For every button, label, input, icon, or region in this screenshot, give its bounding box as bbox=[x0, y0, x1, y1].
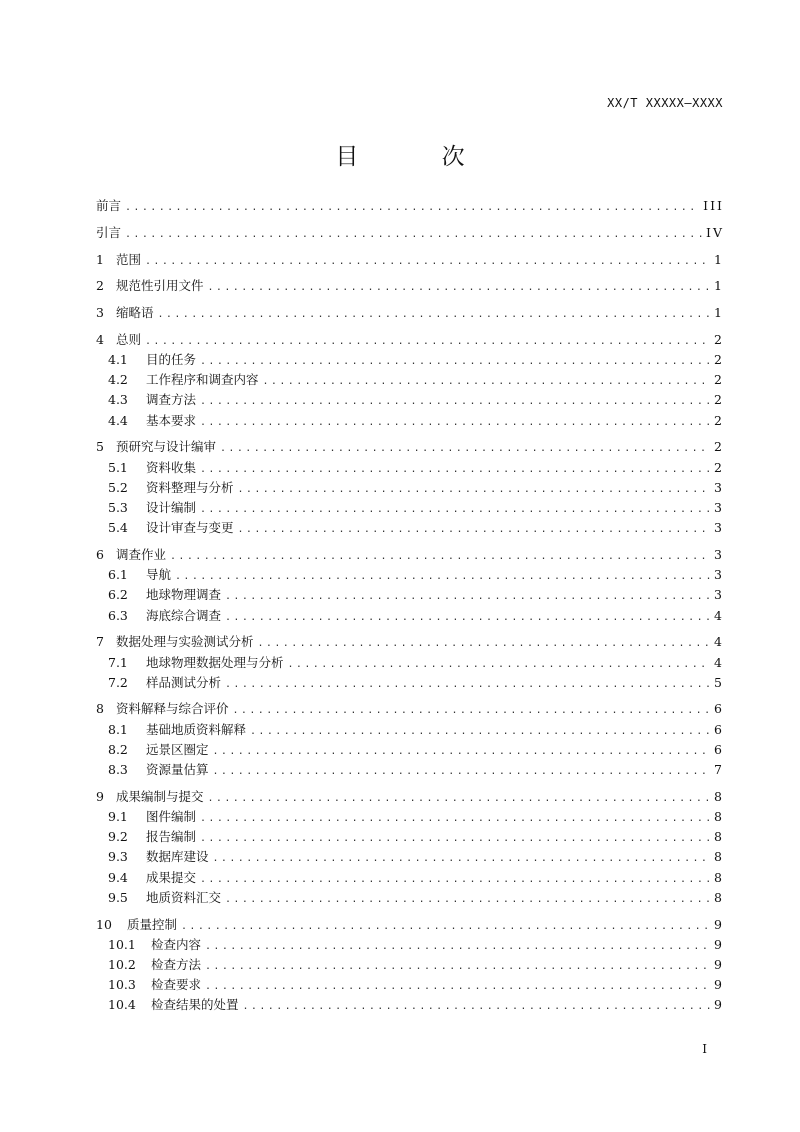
toc-section-entry[interactable] bbox=[96, 673, 724, 693]
table-of-contents bbox=[96, 196, 724, 1015]
toc-dot-leader bbox=[225, 890, 710, 910]
toc-entry-number: 6.3 bbox=[108, 607, 128, 623]
toc-section-entry[interactable] bbox=[96, 498, 724, 518]
toc-entry-label: 质量控制 bbox=[127, 916, 178, 932]
toc-section-entry[interactable] bbox=[96, 760, 724, 780]
toc-dot-leader bbox=[213, 762, 711, 782]
toc-entry-page: 3 bbox=[714, 546, 724, 562]
toc-entry-label: 设计编制 bbox=[146, 500, 197, 515]
toc-section-entry[interactable] bbox=[96, 720, 724, 740]
toc-entry-number: 10 bbox=[96, 916, 112, 932]
toc-entry-label: 引言 bbox=[96, 224, 122, 240]
toc-entry-number: 10.4 bbox=[108, 997, 136, 1013]
toc-section-entry[interactable] bbox=[96, 827, 724, 847]
toc-section-entry[interactable] bbox=[96, 370, 724, 390]
toc-entry-page: 2 bbox=[714, 412, 724, 428]
toc-entry-label: 缩略语 bbox=[116, 305, 154, 321]
toc-chapter-entry[interactable] bbox=[96, 223, 724, 243]
page-title: 目 次 bbox=[335, 144, 503, 170]
toc-entry-number: 7.2 bbox=[108, 674, 128, 690]
toc-entry-page: 9 bbox=[714, 997, 724, 1013]
toc-entry-label: 导航 bbox=[146, 567, 172, 583]
toc-section-entry[interactable] bbox=[96, 847, 724, 867]
toc-entry-label: 成果提交 bbox=[146, 869, 197, 885]
toc-entry-page: 1 bbox=[714, 305, 724, 321]
toc-entry-label: 检查要求 bbox=[151, 977, 202, 993]
toc-chapter-entry[interactable] bbox=[96, 915, 724, 935]
toc-entry-page: 9 bbox=[714, 936, 724, 952]
toc-entry-page: 2 bbox=[714, 331, 724, 347]
toc-entry-label: 规范性引用文件 bbox=[116, 278, 204, 294]
toc-dot-leader bbox=[220, 439, 710, 459]
toc-entry-page: 4 bbox=[714, 654, 724, 670]
toc-dot-leader bbox=[200, 870, 710, 890]
toc-entry-label: 工作程序和调查内容 bbox=[146, 372, 259, 388]
toc-entry-page: 4 bbox=[714, 634, 724, 650]
toc-dot-leader bbox=[213, 742, 711, 762]
toc-entry-label: 成果编制与提交 bbox=[116, 788, 204, 804]
toc-entry-page: 2 bbox=[714, 459, 724, 475]
toc-section-entry[interactable] bbox=[96, 565, 724, 585]
toc-entry-label: 远景区圈定 bbox=[146, 741, 209, 757]
toc-chapter-entry[interactable] bbox=[96, 276, 724, 296]
toc-entry-number: 8.1 bbox=[108, 721, 128, 737]
toc-entry-label: 检查内容 bbox=[151, 936, 202, 952]
toc-entry-page: 8 bbox=[714, 889, 724, 905]
toc-chapter-entry[interactable] bbox=[96, 330, 724, 350]
toc-dot-leader bbox=[200, 829, 710, 849]
toc-section-entry[interactable] bbox=[96, 955, 724, 975]
toc-entry-page: 5 bbox=[714, 674, 724, 690]
toc-entry-number: 5.4 bbox=[108, 520, 128, 536]
toc-entry-label: 样品测试分析 bbox=[146, 674, 222, 690]
toc-entry-number: 9.5 bbox=[108, 889, 128, 905]
toc-dot-leader bbox=[200, 460, 710, 480]
toc-dot-leader bbox=[238, 520, 711, 540]
toc-entry-number: 4.4 bbox=[108, 412, 128, 428]
toc-chapter-entry[interactable] bbox=[96, 787, 724, 807]
toc-entry-page: 8 bbox=[714, 809, 724, 824]
toc-entry-label: 图件编制 bbox=[146, 809, 197, 824]
toc-entry-number: 1 bbox=[96, 251, 104, 267]
toc-entry-page: 6 bbox=[714, 741, 724, 757]
toc-entry-page: 9 bbox=[714, 916, 724, 932]
toc-entry-number: 4.3 bbox=[108, 392, 128, 408]
toc-entry-number: 4 bbox=[96, 331, 104, 347]
toc-dot-leader bbox=[145, 332, 710, 352]
toc-dot-leader bbox=[181, 917, 710, 937]
toc-entry-label: 地球物理调查 bbox=[146, 587, 222, 603]
toc-chapter-entry[interactable] bbox=[96, 196, 724, 216]
toc-entry-label: 地球物理数据处理与分析 bbox=[146, 654, 284, 670]
toc-entry-label: 检查方法 bbox=[151, 956, 202, 972]
toc-entry-label: 资料整理与分析 bbox=[146, 479, 234, 495]
toc-entry-label: 海底综合调查 bbox=[146, 607, 222, 623]
toc-entry-label: 资源量估算 bbox=[146, 762, 209, 778]
toc-dot-leader bbox=[145, 252, 710, 272]
toc-section-entry[interactable] bbox=[96, 653, 724, 673]
toc-chapter-entry[interactable] bbox=[96, 632, 724, 652]
toc-chapter-entry[interactable] bbox=[96, 437, 724, 457]
toc-entry-label: 目的任务 bbox=[146, 352, 197, 368]
toc-entry-page: 8 bbox=[714, 788, 724, 804]
toc-section-entry[interactable] bbox=[96, 935, 724, 955]
toc-entry-number: 10.3 bbox=[108, 977, 136, 993]
toc-entry-number: 5.2 bbox=[108, 479, 128, 495]
toc-dot-leader bbox=[258, 634, 711, 654]
toc-dot-leader bbox=[263, 372, 711, 392]
toc-entry-label: 总则 bbox=[116, 331, 142, 347]
toc-entry-page: 2 bbox=[714, 372, 724, 388]
toc-dot-leader bbox=[233, 701, 711, 721]
toc-entry-number: 5.1 bbox=[108, 459, 128, 475]
toc-entry-number: 10.2 bbox=[108, 956, 136, 972]
toc-entry-page: 7 bbox=[714, 762, 724, 778]
toc-dot-leader bbox=[170, 547, 710, 567]
toc-section-entry[interactable] bbox=[96, 585, 724, 605]
toc-section-entry[interactable] bbox=[96, 888, 724, 908]
toc-entry-number: 8.3 bbox=[108, 762, 128, 778]
toc-entry-label: 预研究与设计编审 bbox=[116, 439, 217, 455]
toc-entry-page: 3 bbox=[714, 479, 724, 495]
toc-section-entry[interactable] bbox=[96, 807, 724, 827]
toc-section-entry[interactable] bbox=[96, 411, 724, 431]
toc-entry-number: 9 bbox=[96, 788, 104, 804]
toc-entry-number: 9.2 bbox=[108, 829, 128, 845]
toc-entry-number: 6.1 bbox=[108, 567, 128, 583]
toc-entry-page: 3 bbox=[714, 520, 724, 536]
toc-chapter-entry[interactable] bbox=[96, 545, 724, 565]
toc-dot-leader bbox=[250, 722, 710, 742]
toc-entry-number: 9.4 bbox=[108, 869, 128, 885]
toc-entry-label: 调查作业 bbox=[116, 546, 167, 562]
toc-entry-number: 9.1 bbox=[108, 809, 128, 824]
toc-dot-leader bbox=[200, 413, 710, 433]
toc-entry-page: 3 bbox=[714, 500, 724, 515]
toc-chapter-entry[interactable] bbox=[96, 250, 724, 270]
toc-entry-page: IV bbox=[706, 224, 724, 240]
toc-dot-leader bbox=[125, 225, 702, 245]
toc-entry-page: 6 bbox=[714, 721, 724, 737]
toc-entry-page: 3 bbox=[714, 567, 724, 583]
toc-entry-page: 9 bbox=[714, 977, 724, 993]
toc-dot-leader bbox=[225, 675, 710, 695]
toc-entry-page: 2 bbox=[714, 439, 724, 455]
toc-dot-leader bbox=[200, 500, 710, 520]
toc-entry-label: 前言 bbox=[96, 198, 122, 213]
toc-entry-label: 设计审查与变更 bbox=[146, 520, 234, 536]
toc-chapter-entry[interactable] bbox=[96, 303, 724, 323]
toc-entry-label: 基本要求 bbox=[146, 412, 197, 428]
toc-entry-label: 报告编制 bbox=[146, 829, 197, 845]
toc-entry-number: 8 bbox=[96, 701, 104, 717]
toc-entry-page: 1 bbox=[714, 278, 724, 294]
toc-entry-page: 2 bbox=[714, 352, 724, 368]
toc-entry-page: 1 bbox=[714, 251, 724, 267]
toc-dot-leader bbox=[208, 789, 711, 809]
toc-entry-label: 资料收集 bbox=[146, 459, 197, 475]
page-number: I bbox=[702, 1042, 707, 1056]
toc-entry-number: 6 bbox=[96, 546, 104, 562]
toc-entry-page: 4 bbox=[714, 607, 724, 623]
toc-entry-page: 3 bbox=[714, 587, 724, 603]
toc-entry-number: 4.2 bbox=[108, 372, 128, 388]
toc-entry-number: 4.1 bbox=[108, 352, 128, 368]
toc-entry-number: 6.2 bbox=[108, 587, 128, 603]
toc-dot-leader bbox=[200, 392, 710, 412]
toc-section-entry[interactable] bbox=[96, 868, 724, 888]
toc-entry-label: 范围 bbox=[116, 251, 142, 267]
toc-entry-number: 2 bbox=[96, 278, 104, 294]
toc-chapter-entry[interactable] bbox=[96, 699, 724, 719]
toc-entry-label: 检查结果的处置 bbox=[151, 997, 239, 1013]
toc-dot-leader bbox=[205, 937, 710, 957]
toc-section-entry[interactable] bbox=[96, 390, 724, 410]
toc-dot-leader bbox=[213, 849, 711, 869]
toc-entry-page: 9 bbox=[714, 956, 724, 972]
toc-entry-label: 地质资料汇交 bbox=[146, 889, 222, 905]
toc-section-entry[interactable] bbox=[96, 975, 724, 995]
toc-entry-number: 5.3 bbox=[108, 500, 128, 515]
toc-entry-page: 2 bbox=[714, 392, 724, 408]
toc-entry-page: 8 bbox=[714, 849, 724, 865]
toc-section-entry[interactable] bbox=[96, 458, 724, 478]
toc-entry-label: 数据处理与实验测试分析 bbox=[116, 634, 254, 650]
toc-dot-leader bbox=[200, 352, 710, 372]
toc-entry-number: 7 bbox=[96, 634, 104, 650]
toc-dot-leader bbox=[158, 305, 711, 325]
toc-entry-label: 资料解释与综合评价 bbox=[116, 701, 229, 717]
toc-entry-number: 10.1 bbox=[108, 936, 136, 952]
toc-dot-leader bbox=[225, 608, 710, 628]
toc-entry-page: 8 bbox=[714, 829, 724, 845]
toc-dot-leader bbox=[175, 567, 710, 587]
toc-entry-number: 5 bbox=[96, 439, 104, 455]
toc-entry-number: 8.2 bbox=[108, 741, 128, 757]
toc-entry-number: 9.3 bbox=[108, 849, 128, 865]
toc-dot-leader bbox=[125, 198, 699, 218]
toc-section-entry[interactable] bbox=[96, 518, 724, 538]
toc-entry-page: 8 bbox=[714, 869, 724, 885]
toc-dot-leader bbox=[205, 957, 710, 977]
toc-section-entry[interactable] bbox=[96, 995, 724, 1015]
toc-entry-page: 6 bbox=[714, 701, 724, 717]
toc-section-entry[interactable] bbox=[96, 478, 724, 498]
toc-dot-leader bbox=[205, 977, 710, 997]
toc-section-entry[interactable] bbox=[96, 740, 724, 760]
toc-dot-leader bbox=[243, 997, 711, 1017]
toc-dot-leader bbox=[200, 809, 710, 829]
toc-dot-leader bbox=[208, 278, 711, 298]
toc-dot-leader bbox=[238, 480, 711, 500]
toc-entry-label: 调查方法 bbox=[146, 392, 197, 408]
toc-section-entry[interactable] bbox=[96, 606, 724, 626]
toc-entry-page: III bbox=[703, 198, 724, 213]
toc-dot-leader bbox=[288, 655, 711, 675]
toc-entry-number: 3 bbox=[96, 305, 104, 321]
toc-dot-leader bbox=[225, 587, 710, 607]
standard-code: XX/T XXXXX—XXXX bbox=[607, 96, 723, 110]
toc-section-entry[interactable] bbox=[96, 350, 724, 370]
toc-entry-number: 7.1 bbox=[108, 654, 128, 670]
toc-entry-label: 数据库建设 bbox=[146, 849, 209, 865]
toc-entry-label: 基础地质资料解释 bbox=[146, 721, 247, 737]
